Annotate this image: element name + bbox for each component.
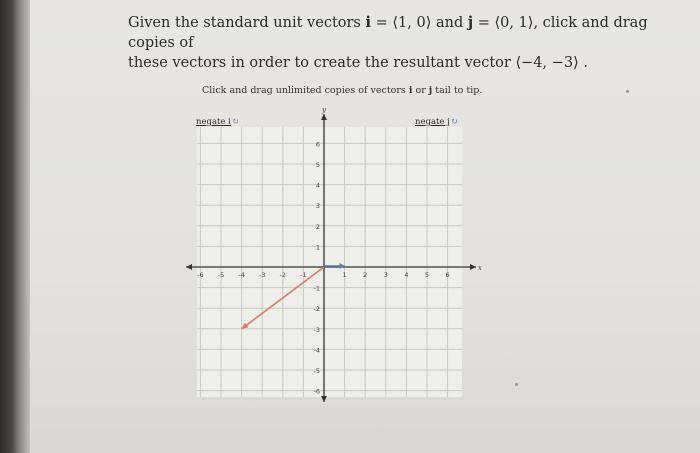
- screen-speck: [626, 90, 629, 93]
- x-tick-label: -2: [279, 271, 287, 279]
- x-tick-label: -5: [217, 271, 225, 279]
- refresh-icon: ↻: [231, 117, 240, 127]
- y-tick-label: -1: [313, 284, 320, 293]
- x-tick-label: 4: [404, 271, 409, 279]
- y-tick-label: -5: [313, 367, 320, 375]
- negate-j-label: negate j: [415, 117, 450, 127]
- screen-speck: [515, 383, 518, 386]
- x-tick-label: -4: [238, 271, 245, 279]
- y-tick-label: 3: [315, 202, 320, 211]
- refresh-icon: ↻: [450, 117, 458, 127]
- instructions-text: Click and drag unlimited copies of vectors i or j tail to tip.: [202, 85, 483, 96]
- y-tick-label: -3: [313, 325, 320, 334]
- y-tick-label: -2: [313, 305, 320, 314]
- x-tick-label: -1: [300, 271, 307, 279]
- y-tick-label: 5: [315, 161, 320, 169]
- x-axis-label: x: [478, 264, 482, 272]
- y-tick-label: 2: [315, 222, 320, 231]
- grid-lines: [197, 127, 462, 397]
- y-tick-label: 6: [315, 140, 320, 149]
- coordinate-grid[interactable]: [180, 108, 500, 408]
- x-axis-arrow-left-icon: [186, 264, 192, 270]
- y-axis-arrow-down-icon: [321, 396, 327, 402]
- x-tick-label: 6: [445, 271, 450, 279]
- negate-i-label: negate i: [196, 117, 231, 127]
- x-tick-label: 1: [342, 271, 347, 279]
- y-axis-arrow-up-icon: [321, 114, 327, 120]
- grid-background: [197, 127, 462, 397]
- y-axis-label: y: [322, 108, 326, 114]
- x-tick-label: -3: [258, 271, 266, 279]
- y-tick-label: -6: [313, 387, 320, 396]
- x-tick-label: 2: [363, 271, 368, 279]
- x-tick-label: -6: [197, 271, 204, 279]
- x-tick-label: 3: [383, 271, 388, 279]
- x-axis-arrow-right-icon: [470, 264, 476, 270]
- y-tick-label: 1: [315, 243, 320, 252]
- x-tick-label: 5: [424, 271, 430, 279]
- y-tick-label: 4: [315, 181, 320, 190]
- y-tick-label: -4: [313, 346, 320, 355]
- question-text: Given the standard unit vectors i = ⟨1, 0⟩ and j = ⟨0, 1⟩, click and drag copies of these vectors in order to create the resultant vector ⟨−4, −3⟩ .: [128, 14, 648, 71]
